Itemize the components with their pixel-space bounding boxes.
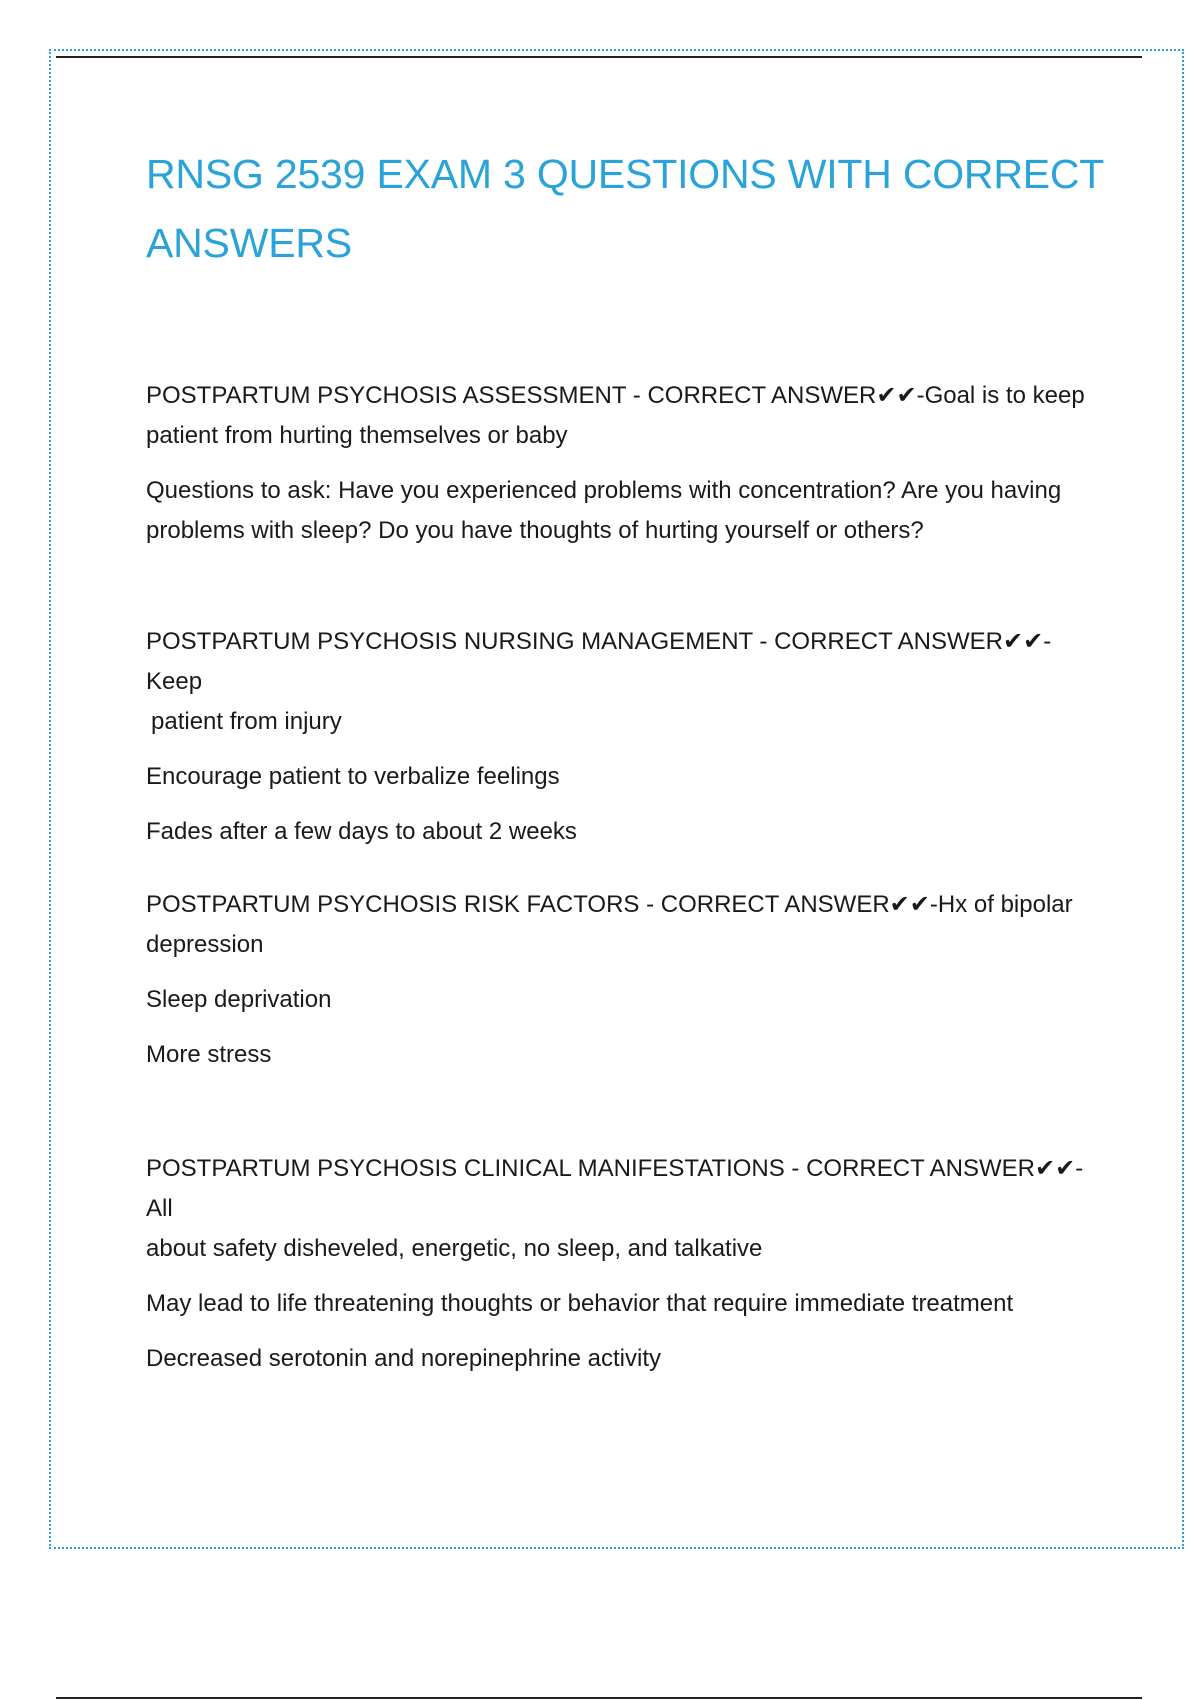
answer-line: Encourage patient to verbalize feelings <box>146 763 560 790</box>
question-line: POSTPARTUM PSYCHOSIS ASSESSMENT - CORRECT ANSWER✔✔-Goal is to keep <box>146 382 1085 409</box>
answer-line: Questions to ask: Have you experienced problems with concentration? Are you having problems with sleep? Do you have thoughts of hurting yourself or others? <box>146 477 1062 544</box>
question-line: POSTPARTUM PSYCHOSIS CLINICAL MANIFESTATIONS - CORRECT ANSWER✔✔-All <box>146 1155 1084 1222</box>
qa-block-risk-factors <box>146 885 1073 1090</box>
header-rule <box>56 56 1142 58</box>
question-continuation: about safety disheveled, energetic, no sleep, and talkative <box>146 1235 763 1262</box>
answer-line: May lead to life threatening thoughts or behavior that require immediate treatment <box>146 1290 1014 1317</box>
question-line: POSTPARTUM PSYCHOSIS RISK FACTORS - CORRECT ANSWER✔✔-Hx of bipolar <box>146 891 1073 918</box>
footer-rule <box>56 1697 1142 1699</box>
answer-line: Fades after a few days to about 2 weeks <box>146 818 577 845</box>
qa-block-assessment <box>146 376 1106 566</box>
question-text <box>146 1149 1106 1269</box>
qa-block-nursing-management <box>146 622 1106 867</box>
answer-line: More stress <box>146 1041 272 1068</box>
qa-block-clinical-manifestations <box>146 1149 1106 1394</box>
answer-line: Sleep deprivation <box>146 986 332 1013</box>
question-continuation: patient from injury <box>151 708 342 735</box>
question-text <box>146 376 1106 456</box>
answer-line: Decreased serotonin and norepinephrine activity <box>146 1345 661 1372</box>
question-line: POSTPARTUM PSYCHOSIS NURSING MANAGEMENT - CORRECT ANSWER✔✔-Keep <box>146 628 1052 695</box>
question-continuation: patient from hurting themselves or baby <box>146 422 568 449</box>
document-title: RNSG 2539 EXAM 3 QUESTIONS WITH CORRECT ANSWERS <box>146 151 1104 266</box>
question-continuation: depression <box>146 931 264 958</box>
question-text <box>146 885 1073 965</box>
question-text <box>146 622 1106 742</box>
document-body <box>146 140 1106 1372</box>
